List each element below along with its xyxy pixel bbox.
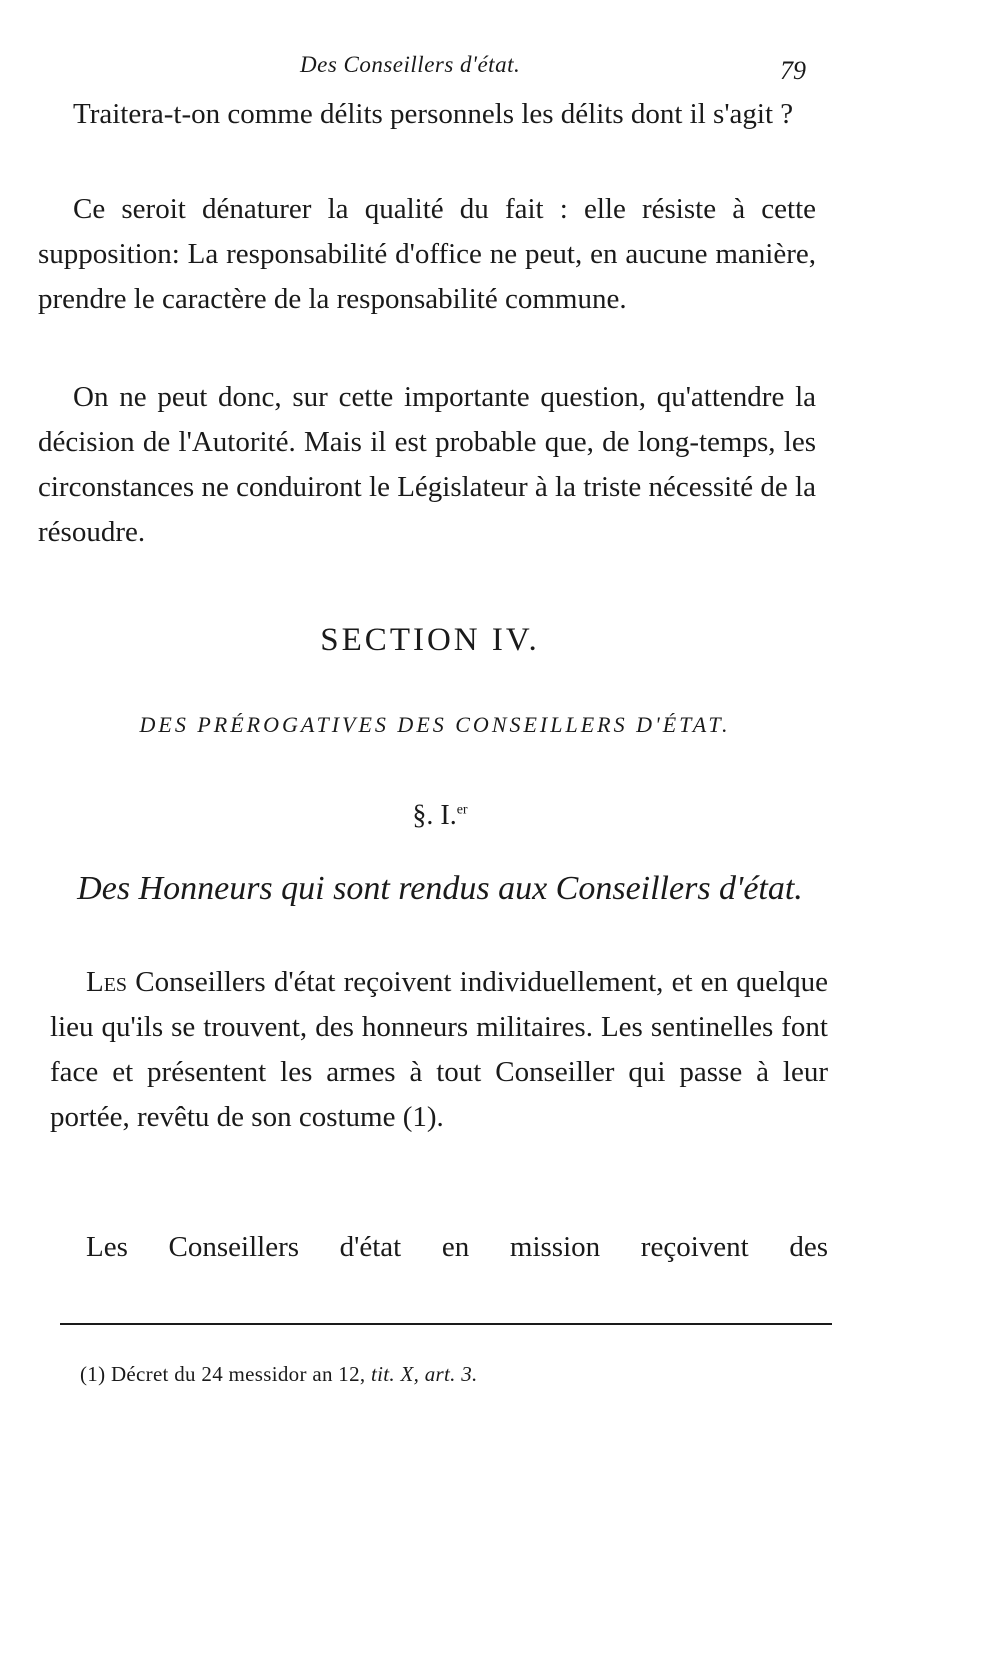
- paragraph-1: Traitera-t-on comme délits personnels les délits dont il s'agit ?: [73, 98, 794, 130]
- subsection-title: Des Honneurs qui sont rendus aux Conseillers d'état.: [77, 870, 803, 907]
- section-subtitle: DES PRÉROGATIVES DES CONSEILLERS D'ÉTAT.: [139, 712, 731, 737]
- paragraph-4-lead: Les: [86, 966, 128, 998]
- footnote-rule: [60, 1323, 832, 1325]
- page-number: 79: [780, 56, 806, 85]
- paragraph-mark-text: §. I.: [412, 800, 457, 831]
- paragraph-4: [50, 960, 828, 1140]
- paragraph-4-text: Conseillers d'état reçoivent individuellement, et en quelque lieu qu'ils se trouvent, des honneurs militaires. Les sentinelles font face et présentent les armes à tout Conseiller qui passe à leur portée, revêtu de son costume (1).: [50, 966, 828, 1133]
- footnote-text: Décret du 24 messidor an 12,: [105, 1362, 371, 1386]
- paragraph-5: Les Conseillers d'état en mission reçoivent des: [86, 1231, 828, 1263]
- paragraph-3: On ne peut donc, sur cette importante question, qu'attendre la décision de l'Autorité. Mais il est probable que, de long-temps, les circonstances ne conduiront le Législateur à la triste nécessité de la résoudre.: [38, 381, 816, 548]
- footnote: [80, 1362, 780, 1387]
- footnote-marker: (1): [80, 1362, 106, 1386]
- paragraph-2: Ce seroit dénaturer la qualité du fait : elle résiste à cette supposition: La responsabilité d'office ne peut, en aucune manière, prendre le caractère de la responsabilité commune.: [38, 193, 816, 315]
- paragraph-mark: [0, 800, 880, 832]
- running-head: Des Conseillers d'état.: [300, 52, 521, 77]
- section-title: SECTION IV.: [320, 622, 540, 658]
- paragraph-mark-superscript: er: [456, 802, 468, 818]
- footnote-reference: tit. X, art. 3.: [371, 1362, 478, 1386]
